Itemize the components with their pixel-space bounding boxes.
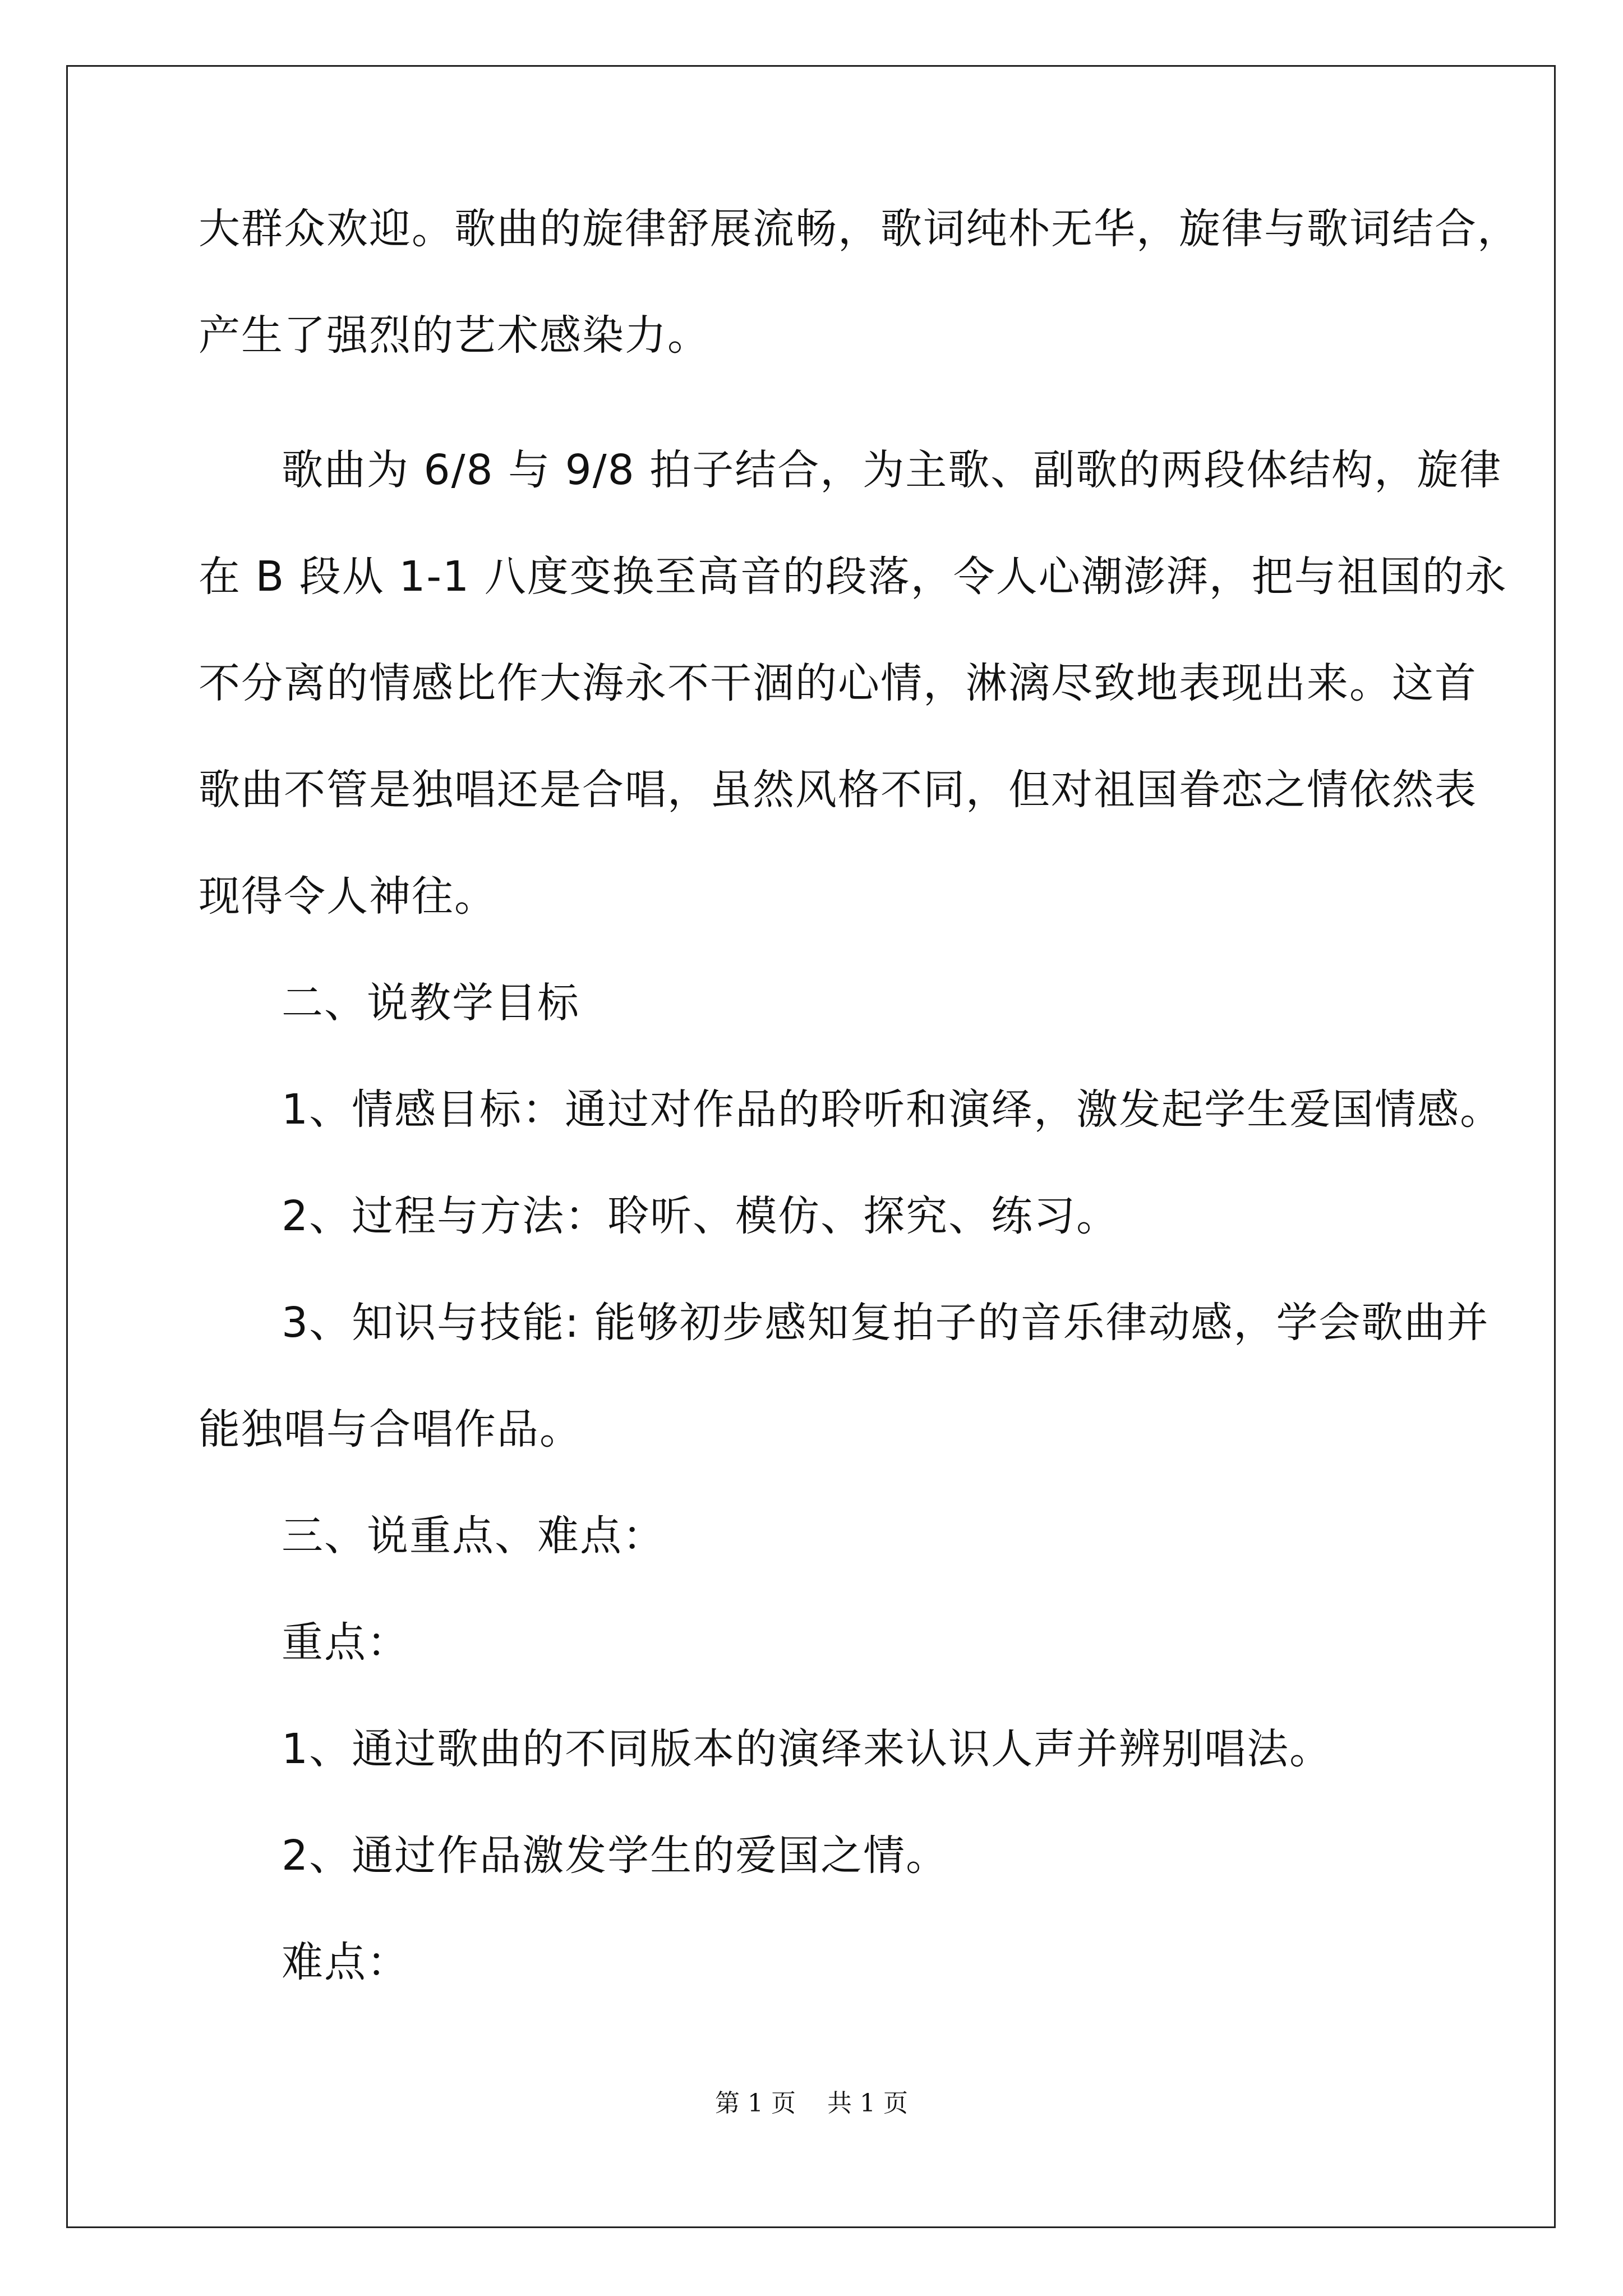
list-item: 3、知识与技能: 能够初步感知复拍子的音乐律动感，学会歌曲并	[282, 1299, 1490, 1347]
list-item: 1、通过歌曲的不同版本的演绎来认识人声并辨别唱法。	[282, 1725, 1332, 1773]
paragraph-line: 产生了强烈的艺术感染力。	[199, 311, 710, 360]
list-item: 2、通过作品激发学生的爱国之情。	[282, 1832, 949, 1880]
section-heading: 二、说教学目标	[282, 979, 580, 1027]
paragraph-line: 歌曲不管是独唱还是合唱，虽然风格不同，但对祖国眷恋之情依然表	[199, 766, 1477, 814]
list-item: 2、过程与方法：聆听、模仿、探究、练习。	[282, 1192, 1119, 1240]
paragraph-line: 大群众欢迎。歌曲的旋律舒展流畅，歌词纯朴无华，旋律与歌词结合，	[199, 205, 1520, 253]
paragraph-line: 歌曲为 6/8 与 9/8 拍子结合，为主歌、副歌的两段体结构，旋律	[282, 446, 1502, 494]
paragraph-line: 不分离的情感比作大海永不干涸的心情，淋漓尽致地表现出来。这首	[199, 659, 1477, 707]
page-footer	[0, 2087, 1623, 2120]
section-heading: 三、说重点、难点：	[282, 1512, 665, 1560]
page-total: 共 1 页	[827, 2089, 908, 2118]
page-border	[66, 65, 1556, 2228]
subheading: 重点：	[282, 1618, 409, 1667]
paragraph-line: 现得令人神往。	[199, 872, 497, 921]
page-number: 第 1 页	[715, 2089, 796, 2118]
paragraph-line: 能独唱与合唱作品。	[199, 1405, 582, 1453]
list-item: 1、情感目标：通过对作品的聆听和演绎，激发起学生爱国情感。	[282, 1085, 1503, 1134]
subheading: 难点：	[282, 1938, 409, 1986]
paragraph-line: 在 B 段从 1-1 八度变换至高音的段落，令人心潮澎湃，把与祖国的永	[199, 553, 1507, 601]
